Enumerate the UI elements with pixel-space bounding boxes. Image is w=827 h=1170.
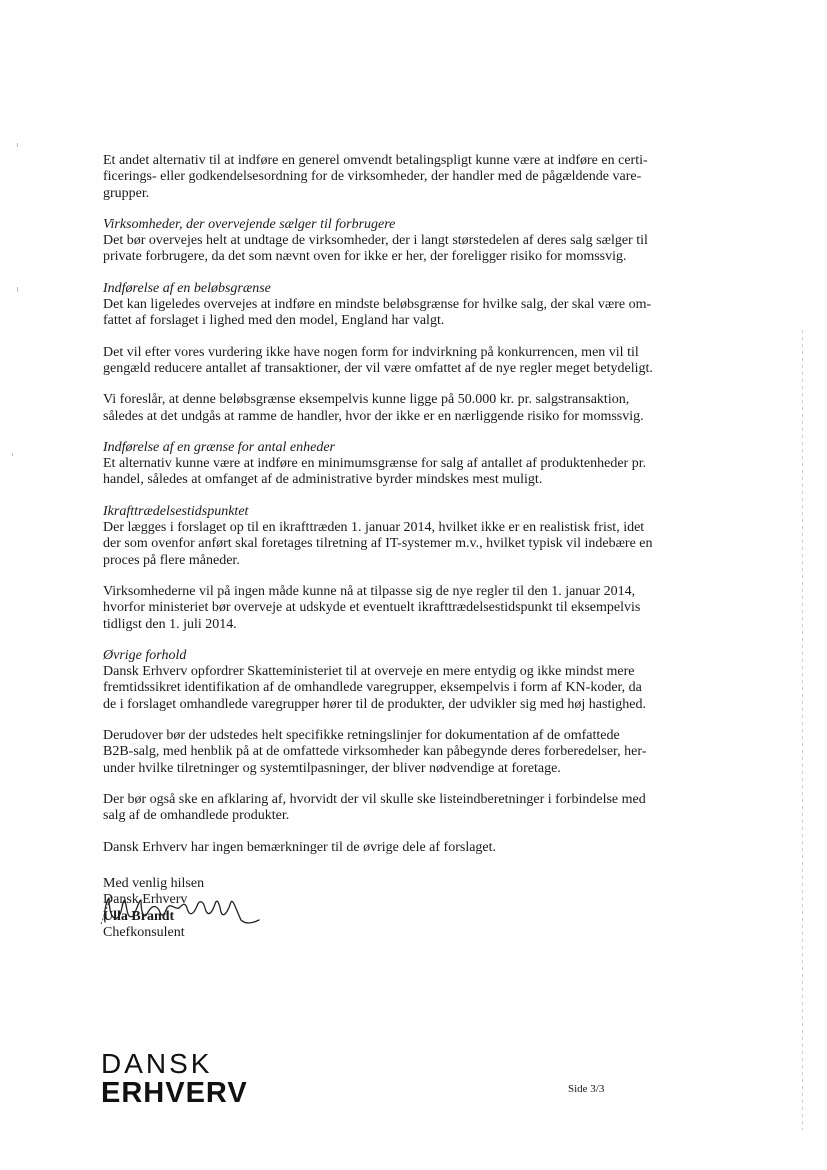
scan-speck xyxy=(17,143,18,147)
scan-speck xyxy=(17,287,18,292)
text-line: Det bør overvejes helt at undtage de virksomheder, der i langt størstedelen af deres salg sælger til xyxy=(103,233,648,249)
logo-line-1: DANSK xyxy=(101,1048,213,1079)
section-heading: Indførelse af en beløbsgrænse xyxy=(103,280,271,296)
dansk-erhverv-logo xyxy=(101,1050,271,1108)
text-line: Virksomhederne vil på ingen måde kunne nå at tilpasse sig de nye regler til den 1. januar 2014, xyxy=(103,583,636,599)
text-line: handel, således at omfanget af de administrative byrder mindskes mest muligt. xyxy=(103,472,543,488)
text-line: de i forslaget omhandlede varegrupper hører til de produkter, der udvikler sig med høj hastighed. xyxy=(103,696,646,712)
text-line: ficerings- eller godkendelsesordning for de virksomheder, der handler med de pågældende vare- xyxy=(103,169,642,185)
paragraph xyxy=(103,153,723,202)
text-line: proces på flere måneder. xyxy=(103,552,240,568)
page-number: Side 3/3 xyxy=(568,1083,605,1095)
paragraph xyxy=(103,392,723,425)
text-line: Vi foreslår, at denne beløbsgrænse eksempelvis kunne ligge på 50.000 kr. pr. salgstransaktion, xyxy=(103,392,630,408)
text-line: Det vil efter vores vurdering ikke have nogen form for indvirkning på konkurrencen, men vil til xyxy=(103,344,639,360)
signoff-block xyxy=(103,876,723,942)
text-line: der som ovenfor anført skal foretages tilretning af IT-systemer m.v., hvilket typisk vil indebære en xyxy=(103,536,653,552)
paragraph xyxy=(103,728,723,777)
paragraph xyxy=(103,584,723,633)
text-line: Et alternativ kunne være at indføre en minimumsgrænse for salg af antallet af produktenheder pr. xyxy=(103,456,647,472)
paragraph xyxy=(103,345,723,378)
paragraph xyxy=(103,281,723,330)
text-line: private forbrugere, da det som nævnt oven for ikke er her, der foreligger risiko for momssvig. xyxy=(103,249,627,265)
text-line: under hvilke tilretninger og systemtilpasninger, der bliver nødvendige at foretage. xyxy=(103,760,561,776)
text-line: Der lægges i forslaget op til en ikrafttræden 1. januar 2014, hvilket ikke er en realistisk frist, idet xyxy=(103,520,645,536)
text-line: gengæld reducere antallet af transaktioner, der vil være omfattet af de nye regler meget betydeligt. xyxy=(103,360,653,376)
text-line: fremtidssikret identifikation af de omhandlede varegrupper, eksempelvis i form af KN-koder, da xyxy=(103,680,642,696)
scan-speck xyxy=(12,453,13,456)
text-line: Det kan ligeledes overvejes at indføre en mindste beløbsgrænse for hvilke salg, der skal være om- xyxy=(103,297,652,313)
section-heading: Indførelse af en grænse for antal enheder xyxy=(103,439,336,455)
text-line: Dansk Erhverv opfordrer Skatteministeriet til at overveje en mere entydig og ikke mindst mere xyxy=(103,664,635,680)
text-line: således at det undgås at ramme de handler, hvor der ikke er en nærliggende risiko for momssvig. xyxy=(103,408,644,424)
text-line: salg af de omhandlede produkter. xyxy=(103,808,290,824)
paragraph xyxy=(103,792,723,825)
text-line: Derudover bør der udstedes helt specifikke retningslinjer for dokumentation af de omfattede xyxy=(103,728,620,744)
text-line: tidligst den 1. juli 2014. xyxy=(103,616,237,632)
section-heading: Øvrige forhold xyxy=(103,647,187,663)
section-heading: Ikrafttrædelsestidspunktet xyxy=(103,503,249,519)
paragraph xyxy=(103,440,723,489)
text-line: Et andet alternativ til at indføre en generel omvendt betalingspligt kunne være at indføre en certi- xyxy=(103,153,648,168)
text-line: B2B-salg, med henblik på at de omfattede virksomheder kan påbegynde deres forberedelser, her- xyxy=(103,744,647,760)
handwritten-signature xyxy=(99,894,269,928)
logo-line-2: ERHVERV xyxy=(101,1077,248,1109)
text-line: fattet af forslaget i lighed med den model, England har valgt. xyxy=(103,313,445,329)
greeting: Med venlig hilsen xyxy=(103,875,205,891)
section-heading: Virksomheder, der overvejende sælger til forbrugere xyxy=(103,216,396,232)
scan-edge-line xyxy=(802,330,803,1130)
text-line: Dansk Erhverv har ingen bemærkninger til de øvrige dele af forslaget. xyxy=(103,839,497,855)
paragraph xyxy=(103,648,723,713)
organization: Dansk Erhverv xyxy=(103,892,188,908)
text-line: hvorfor ministeriet bør overveje at udskyde et eventuelt ikrafttrædelsestidspunkt til eksempelvis xyxy=(103,600,641,616)
text-line: Der bør også ske en afklaring af, hvorvidt der vil skulle ske listeindberetninger i forbindelse med xyxy=(103,791,646,807)
paragraph xyxy=(103,217,723,266)
text-line: grupper. xyxy=(103,185,150,201)
letter-body xyxy=(103,153,723,942)
signatory-title: Chefkonsulent xyxy=(103,925,185,941)
paragraph xyxy=(103,840,723,856)
signatory-name: Ulla Brandt xyxy=(103,908,175,924)
paragraph xyxy=(103,504,723,569)
